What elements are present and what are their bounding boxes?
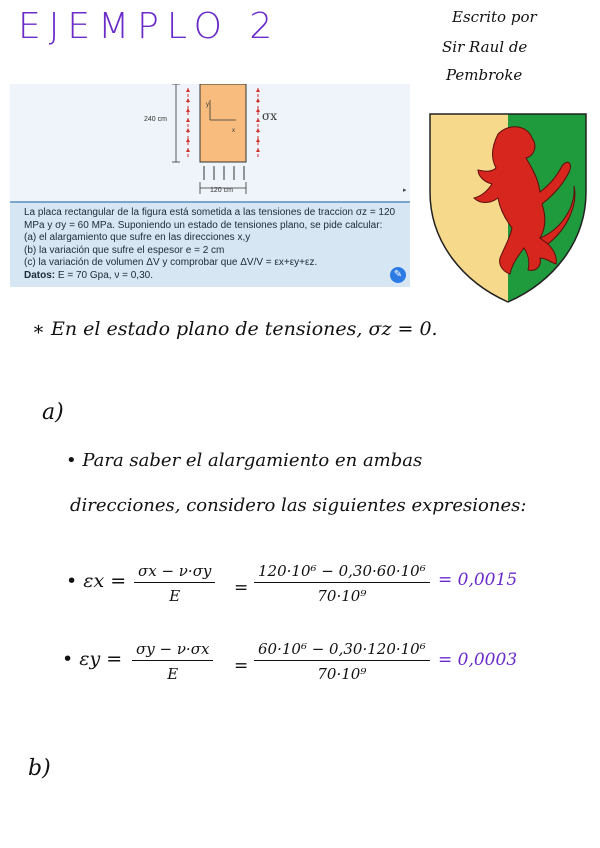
eps-x-label: • εx = (66, 570, 127, 592)
problem-statement (10, 201, 410, 287)
eps-x-formula-numerator: σx − ν·σy (134, 562, 215, 583)
page-title: EJEMPLO 2 (18, 6, 281, 47)
statement-line-1: La placa rectangular de la figura está sometida a las tensiones de traccion σz = 120 (24, 207, 396, 218)
intro-line-2: direcciones, considero las siguientes expresiones: (70, 495, 527, 516)
rectangular-plate (200, 84, 246, 162)
statement-line-2: MPa y σy = 60 MPa. Suponiendo un estado de tensiones plano, se pide calcular: (24, 219, 383, 231)
eps-y-formula (132, 640, 213, 683)
x-axis-label: x (232, 128, 235, 134)
statement-line-3: (a) el alargamiento que sufre en las direcciones x,y (24, 232, 251, 243)
eps-y-values-denominator: 70·10⁹ (317, 665, 367, 683)
part-b-label: b) (28, 756, 51, 781)
eps-x-values-numerator: 120·10⁶ − 0,30·60·10⁶ (254, 562, 430, 583)
author-line-1: Escrito por (452, 8, 537, 26)
data-label: Datos: (24, 269, 56, 281)
plate-diagram (10, 84, 410, 201)
eps-y-values-numerator: 60·10⁶ − 0,30·120·10⁶ (254, 640, 430, 661)
eps-y-formula-numerator: σy − ν·σx (132, 640, 213, 661)
height-dimension (172, 84, 180, 162)
problem-figure-panel (10, 84, 410, 201)
eps-x-values-denominator: 70·10⁹ (317, 587, 367, 605)
height-label: 240 cm (144, 116, 167, 123)
width-label: 120 cm (210, 187, 233, 194)
y-axis-label: y (206, 102, 209, 108)
data-values: E = 70 Gpa, ν = 0,30. (55, 269, 153, 281)
eps-x-equals: = (234, 578, 249, 598)
eps-x-values (254, 562, 430, 605)
eps-y-values (254, 640, 430, 683)
eps-y-label: • εy = (62, 648, 123, 670)
scroll-right-arrow[interactable]: ▸ (403, 186, 407, 194)
eps-x-formula-denominator: E (169, 587, 181, 605)
sigma-label: σx (262, 109, 277, 123)
intro-line-1: • Para saber el alargamiento en ambas (66, 450, 423, 471)
eps-y-result: = 0,0003 (438, 650, 518, 670)
coat-of-arms-shield (428, 112, 588, 304)
author-line-2: Sir Raul de (442, 38, 528, 56)
bottom-stress-arrows (204, 166, 244, 180)
eps-x-result: = 0,0015 (438, 570, 518, 590)
plane-state-note: ∗ En el estado plano de tensiones, σz = 0. (32, 318, 438, 340)
statement-line-6 (24, 270, 394, 283)
edit-button[interactable]: ✎ (390, 267, 406, 283)
eps-y-formula-denominator: E (167, 665, 179, 683)
author-line-3: Pembroke (446, 66, 523, 84)
eps-x-formula (134, 562, 215, 605)
eps-y-equals: = (234, 656, 249, 676)
statement-line-4: (b) la variación que sufre el espesor e = 2 cm (24, 244, 225, 256)
statement-line-5: (c) la variación de volumen ΔV y comprobar que ΔV/V = εx+εy+εz. (24, 257, 318, 268)
part-a-label: a) (42, 400, 64, 425)
